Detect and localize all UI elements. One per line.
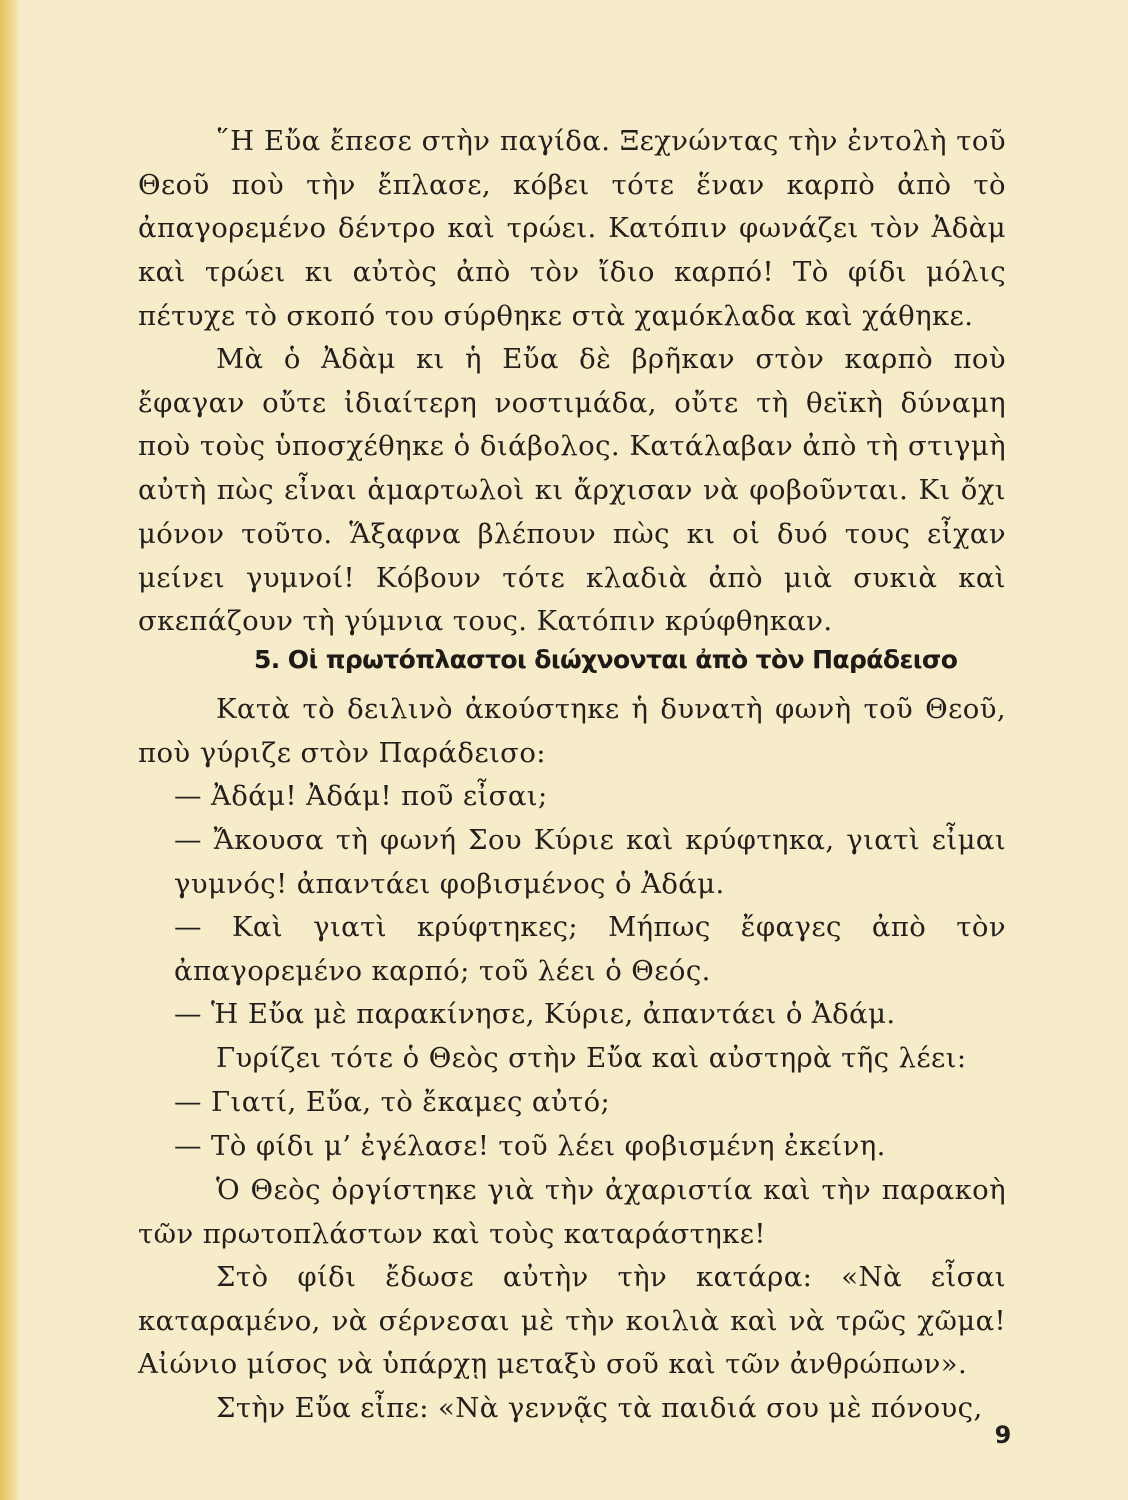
dialogue-line xyxy=(174,906,1006,993)
dialogue-line: — Γιατί, Εὔα, τὸ ἔκαμες αὐτό; xyxy=(174,1086,611,1118)
paragraph-god-turns: Γυρίζει τότε ὁ Θεὸς στὴν Εὔα καὶ αὐστηρὰ τῆς λέει: xyxy=(216,1042,967,1074)
dialogue-text: — Καὶ γιατὶ κρύφτηκες; Μήπως ἔφαγες ἀπὸ τὸν ἀπαγορεμένο καρπό; τοῦ λέει ὁ Θεός. xyxy=(174,911,1006,987)
dialogue-line: — Ἀδάμ! Ἀδάμ! ποῦ εἶσαι; xyxy=(174,780,548,812)
paragraph-eve-falls: ῞Η Εὔα ἔπεσε στὴν παγίδα. Ξεχνώντας τὴν ἐντολὴ τοῦ Θεοῦ ποὺ τὴν ἔπλασε, κόβει τότε ἕναν καρπὸ ἀπὸ τὸ ἀπαγορεμένο δέντρο καὶ τρώει. Κατόπιν φωνάζει τὸν Ἀδὰμ καὶ τρώει κι αὐτὸς ἀπὸ τὸν ἴδιο καρπό! Τὸ φίδι μόλις πέτυχε τὸ σκοπό του σύρθηκε στὰ χαμόκλαδα καὶ χάθηκε. xyxy=(138,125,1006,332)
paragraph-eve-curse: Στὴν Εὔα εἶπε: «Νὰ γεννᾷς τὰ παιδιά σου μὲ πόνους, xyxy=(216,1392,983,1424)
page-binding-edge xyxy=(0,0,20,1500)
paragraph-adam-eve-realize: Μὰ ὁ Ἀδὰμ κι ἡ Εὔα δὲ βρῆκαν στὸν καρπὸ ποὺ ἔφαγαν οὔτε ἰδιαίτερη νοστιμάδα, οὔτε τὴ θεϊκὴ δύναμη ποὺ τοὺς ὑποσχέθηκε ὁ διάβολος. Κατάλαβαν ἀπὸ τὴ στιγμὴ αὐτὴ πὼς εἶναι ἁμαρτωλοὶ κι ἄρχισαν νὰ φοβοῦνται. Κι ὄχι μόνον τοῦτο. Ἅξαφνα βλέπουν πὼς κι οἱ δυό τους εἶχαν μείνει γυμνοί! Κόβουν τότε κλαδιὰ ἀπὸ μιὰ συκιὰ καὶ σκεπάζουν τὴ γύμνια τους. Κατόπιν κρύφθηκαν. xyxy=(138,343,1006,638)
paragraph-evening-voice: Κατὰ τὸ δειλινὸ ἀκούστηκε ἡ δυνατὴ φωνὴ τοῦ Θεοῦ, ποὺ γύριζε στὸν Παράδεισο: xyxy=(138,693,1006,769)
page-number: 9 xyxy=(994,1421,1012,1449)
dialogue-line: — Τὸ φίδι μ’ ἐγέλασε! τοῦ λέει φοβισμένη ἐκείνη. xyxy=(174,1130,886,1162)
paragraph-god-curses: Ὁ Θεὸς ὀργίστηκε γιὰ τὴν ἀχαριστία καὶ τὴν παρακοὴ τῶν πρωτοπλάστων καὶ τοὺς καταράστηκε! xyxy=(138,1174,1006,1250)
dialogue-line: — Ἡ Εὔα μὲ παρακίνησε, Κύριε, ἀπαντάει ὁ Ἀδάμ. xyxy=(174,998,896,1030)
dialogue-text: — Ἄκουσα τὴ φωνή Σου Κύριε καὶ κρύφτηκα, γιατὶ εἶμαι γυμνός! ἀπαντάει φοβισμένος ὁ Ἀδάμ. xyxy=(174,824,1006,900)
section-heading: 5. Οἱ πρωτόπλαστοι διώχνονται ἀπὸ τὸν Παράδεισο xyxy=(254,645,958,674)
paragraph-serpent-curse: Στὸ φίδι ἔδωσε αὐτὴν τὴν κατάρα: «Νὰ εἶσαι καταραμένο, νὰ σέρνεσαι μὲ τὴν κοιλιὰ καὶ νὰ τρῶς χῶμα! Αἰώνιο μίσος νὰ ὑπάρχῃ μεταξὺ σοῦ καὶ τῶν ἀνθρώπων». xyxy=(138,1261,1006,1381)
dialogue-line xyxy=(174,819,1006,906)
